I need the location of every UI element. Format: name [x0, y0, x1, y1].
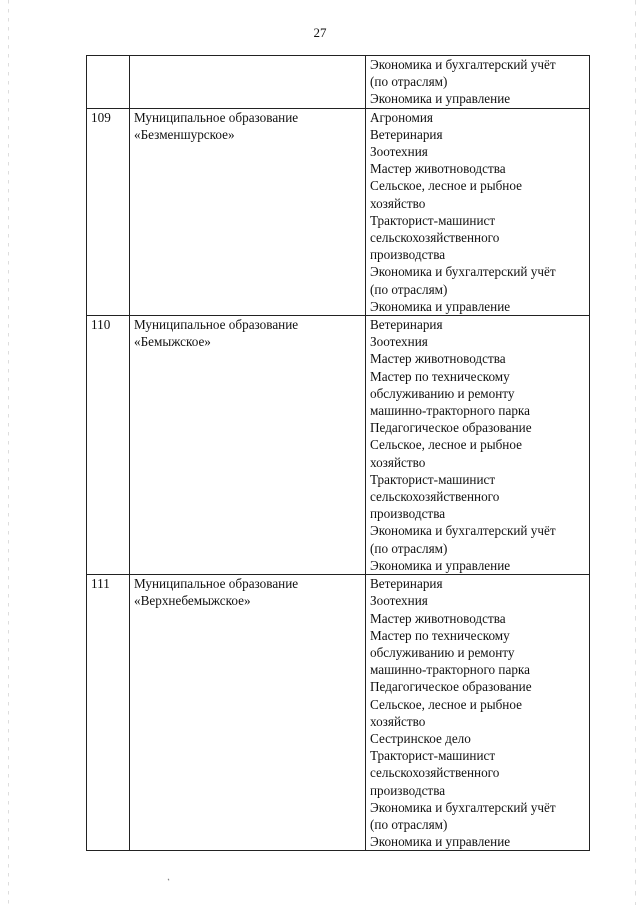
specialty-line: Зоотехния	[370, 334, 428, 350]
municipality-name-cell	[130, 56, 366, 109]
specialty-line: Мастер по техническому	[370, 368, 510, 384]
specialties-cell	[366, 316, 590, 575]
scan-margin-right	[635, 0, 636, 905]
specialty-line: Мастер животноводства	[370, 351, 506, 367]
specialty-line: Экономика и бухгалтерский учёт	[370, 799, 556, 815]
specialty-line: машинно-тракторного парка	[370, 662, 530, 678]
specialty-line: Экономика и управление	[370, 298, 511, 314]
specialty-line: (по отраслям)	[370, 281, 448, 297]
specialty-line: Экономика и управление	[370, 834, 511, 850]
municipality-name-line: Муниципальное образование	[134, 576, 299, 592]
specialty-line: Ветеринария	[370, 126, 443, 142]
specialty-line: Мастер животноводства	[370, 161, 506, 177]
table-row	[87, 575, 590, 851]
specialty-line: производства	[370, 506, 446, 522]
specialty-line: обслуживанию и ремонту	[370, 385, 515, 401]
specialty-line: Экономика и бухгалтерский учёт	[370, 57, 556, 72]
specialty-line: обслуживанию и ремонту	[370, 644, 515, 660]
row-number-cell: 110	[87, 316, 130, 575]
specialty-line: хозяйство	[370, 195, 426, 211]
municipality-name-line: Муниципальное образование	[134, 317, 299, 333]
specialty-line: Зоотехния	[370, 593, 428, 609]
specialty-line: производства	[370, 247, 446, 263]
specialty-line: Зоотехния	[370, 144, 428, 160]
specialty-line: сельскохозяйственного	[370, 489, 500, 505]
municipality-name-line: «Безменшурское»	[134, 126, 235, 142]
specialty-line: хозяйство	[370, 454, 426, 470]
row-number-cell: 111	[87, 575, 130, 851]
specialties-cell	[366, 56, 590, 109]
row-number-cell	[87, 56, 130, 109]
specialty-line: Экономика и управление	[370, 91, 511, 107]
municipality-name-cell	[130, 575, 366, 851]
municipality-name-line: Муниципальное образование	[134, 109, 299, 125]
specialty-line: Педагогическое образование	[370, 420, 532, 436]
specialty-line: Сестринское дело	[370, 730, 471, 746]
scan-mark: ,	[163, 872, 171, 882]
specialty-line: Мастер по техническому	[370, 627, 510, 643]
specialty-line: (по отраслям)	[370, 74, 448, 90]
table-body	[87, 56, 590, 851]
specialty-line: Экономика и бухгалтерский учёт	[370, 264, 556, 280]
specialty-line: сельскохозяйственного	[370, 765, 500, 781]
table-row	[87, 108, 590, 315]
specialties-cell	[366, 108, 590, 315]
page-number: 27	[313, 25, 327, 40]
municipality-name-cell	[130, 108, 366, 315]
table-row	[87, 56, 590, 109]
scan-margin-left	[8, 0, 9, 905]
specialty-line: Сельское, лесное и рыбное	[370, 437, 522, 453]
row-number-cell: 109	[87, 108, 130, 315]
specialties-cell	[366, 575, 590, 851]
specialty-line: Тракторист-машинист	[370, 471, 496, 487]
specialty-line: Экономика и бухгалтерский учёт	[370, 523, 556, 539]
specialty-line: Ветеринария	[370, 317, 443, 333]
municipality-name-cell	[130, 316, 366, 575]
municipality-name-line: «Верхнебемыжское»	[134, 593, 251, 609]
specialty-line: Педагогическое образование	[370, 679, 532, 695]
specialty-line: производства	[370, 782, 446, 798]
specialty-line: Агрономия	[370, 109, 433, 125]
specialty-line: (по отраслям)	[370, 816, 448, 832]
specialty-line: машинно-тракторного парка	[370, 403, 530, 419]
specialty-line: Экономика и управление	[370, 557, 511, 573]
specialty-line: Сельское, лесное и рыбное	[370, 178, 522, 194]
specialty-line: Мастер животноводства	[370, 610, 506, 626]
specialty-line: Тракторист-машинист	[370, 212, 496, 228]
table-row	[87, 316, 590, 575]
municipality-name-line: «Бемыжское»	[134, 334, 211, 350]
specialty-line: сельскохозяйственного	[370, 230, 500, 246]
specialty-line: Тракторист-машинист	[370, 748, 496, 764]
municipality-specialties-table	[86, 55, 590, 851]
specialty-line: (по отраслям)	[370, 540, 448, 556]
specialty-line: Ветеринария	[370, 576, 443, 592]
specialty-line: хозяйство	[370, 713, 426, 729]
specialty-line: Сельское, лесное и рыбное	[370, 696, 522, 712]
